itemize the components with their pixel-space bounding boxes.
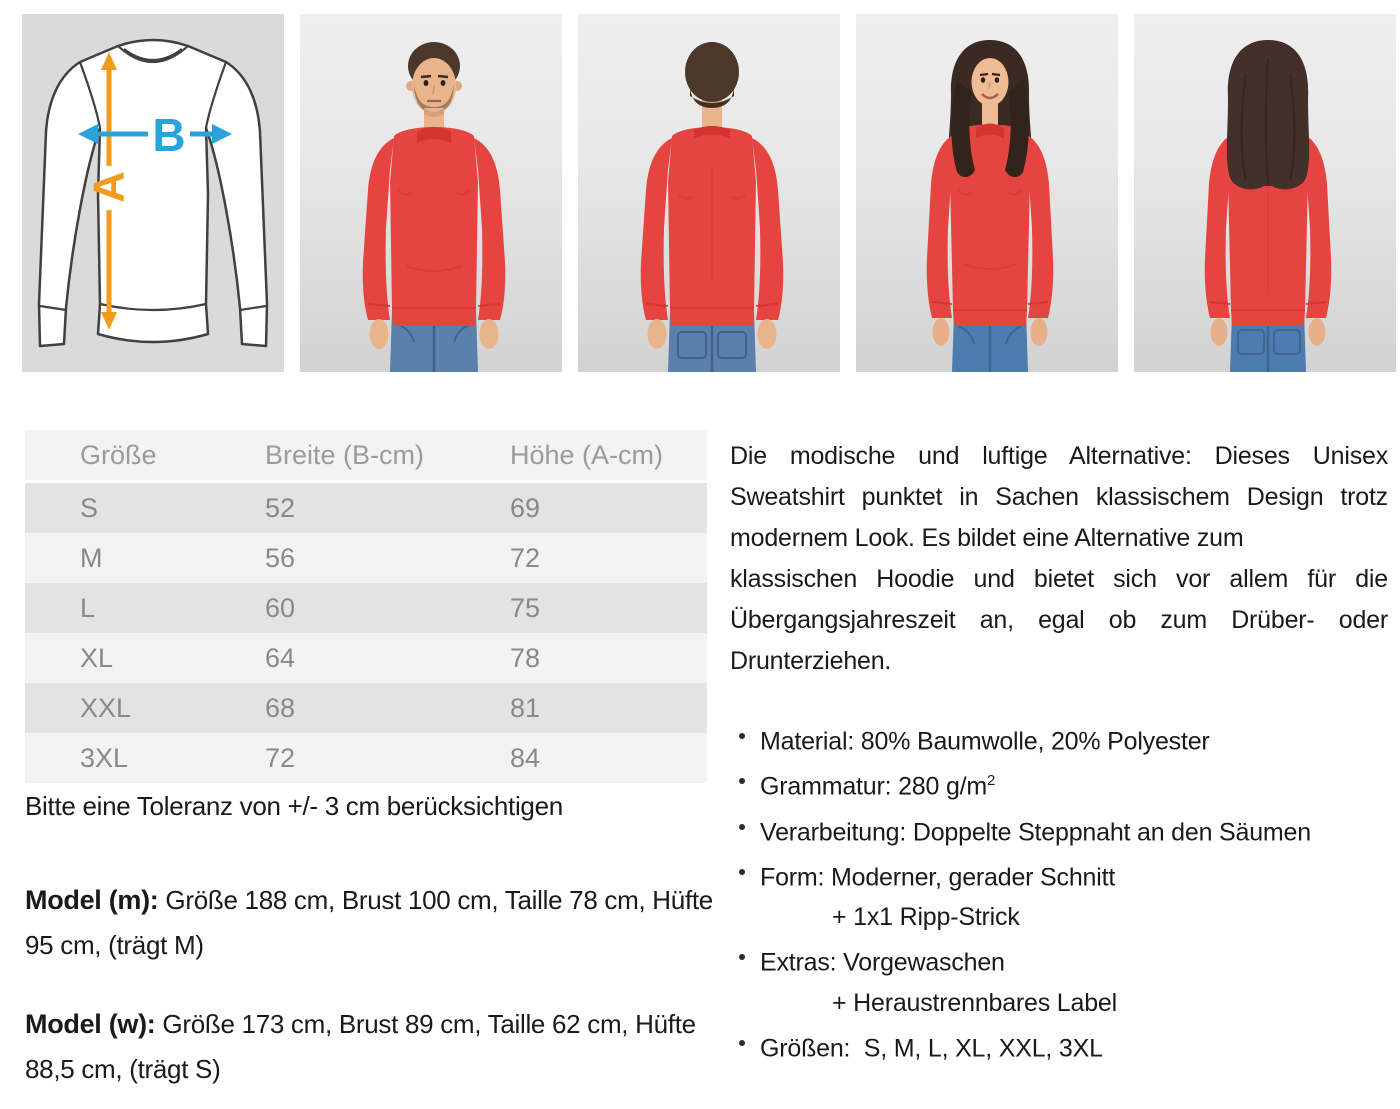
model-m-label: Model (m): <box>25 885 159 915</box>
sweatshirt-outline <box>39 40 267 346</box>
male-front-illustration <box>300 14 562 372</box>
feature-label: Verarbeitung: Doppelte Steppnaht an den Säumen <box>760 817 1311 846</box>
label-a: A <box>84 171 134 203</box>
breite-cell: 52 <box>265 482 510 534</box>
col-header-groesse: Größe <box>25 430 265 482</box>
size-cell: XXL <box>25 683 265 733</box>
model-m-text: Größe 188 cm, Brust 100 cm, Taille 78 cm, Hüfte 95 cm, (trägt M) <box>25 885 713 960</box>
model-m-info <box>25 878 725 968</box>
female-back-hair <box>1227 40 1309 189</box>
feature-item-grammatur <box>730 761 1388 806</box>
breite-cell: 56 <box>265 533 510 583</box>
feature-item-material <box>730 716 1388 761</box>
male-front-head <box>406 42 462 136</box>
hoehe-cell: 75 <box>510 583 707 633</box>
feature-item-extras <box>730 937 1388 1022</box>
breite-cell: 72 <box>265 733 510 783</box>
tolerance-note: Bitte eine Toleranz von +/- 3 cm berücksichtigen <box>25 791 563 821</box>
product-views-row <box>22 14 1396 372</box>
feature-item-groessen <box>730 1023 1388 1068</box>
breite-cell: 60 <box>265 583 510 633</box>
bullet-icon <box>739 824 745 830</box>
feature-label: Größen: S, M, L, XL, XXL, 3XL <box>760 1033 1103 1062</box>
size-table-header-row <box>25 430 707 482</box>
hoehe-cell: 72 <box>510 533 707 583</box>
bullet-icon <box>739 954 745 960</box>
hoehe-cell: 78 <box>510 633 707 683</box>
photo-male-front <box>300 14 562 372</box>
label-b: B <box>152 109 186 161</box>
size-cell: M <box>25 533 265 583</box>
model-w-text: Größe 173 cm, Brust 89 cm, Taille 62 cm, Hüfte 88,5 cm, (trägt S) <box>25 1009 696 1084</box>
size-cell: L <box>25 583 265 633</box>
table-row <box>25 583 707 633</box>
feature-label: Material: 80% Baumwolle, 20% Polyester <box>760 727 1210 756</box>
model-w-info <box>25 1002 725 1092</box>
table-row <box>25 633 707 683</box>
male-back-hair <box>685 42 739 108</box>
breite-cell: 68 <box>265 683 510 733</box>
male-back-illustration <box>578 14 840 372</box>
size-diagram-panel <box>22 14 284 372</box>
feature-continuation: + 1x1 Ripp-Strick <box>832 903 1020 932</box>
feature-label: Extras: Vorgewaschen <box>760 948 1005 977</box>
bullet-icon <box>739 1040 745 1046</box>
female-front-sweatshirt <box>927 124 1054 327</box>
description-paragraph-2: klassischen Hoodie und bietet sich vor allem für die Übergangsjahreszeit an, egal ob zum Drüber- oder Drunterziehen. <box>730 565 1388 675</box>
size-cell: S <box>25 482 265 534</box>
hoehe-cell: 81 <box>510 683 707 733</box>
feature-label: Grammatur: 280 g/m <box>760 772 988 801</box>
model-w-label: Model (w): <box>25 1009 156 1039</box>
description-paragraph-1: Die modische und luftige Alternative: Dieses Unisex Sweatshirt punktet in Sachen klassischem Design trotz modernem Look. Es bildet eine Alternative zum <box>730 442 1388 552</box>
photo-female-front <box>856 14 1118 372</box>
col-header-hoehe: Höhe (A-cm) <box>510 430 707 482</box>
col-header-breite: Breite (B-cm) <box>265 430 510 482</box>
hoehe-cell: 84 <box>510 733 707 783</box>
size-table <box>25 430 707 783</box>
feature-superscript: 2 <box>987 772 996 790</box>
photo-male-back <box>578 14 840 372</box>
female-back-illustration <box>1134 14 1396 372</box>
male-front-sweatshirt <box>363 127 506 326</box>
size-cell: XL <box>25 633 265 683</box>
description-column <box>730 436 1388 1068</box>
feature-list <box>730 716 1388 1068</box>
feature-continuation: + Heraustrennbares Label <box>832 988 1117 1017</box>
table-row <box>25 533 707 583</box>
feature-label: Form: Moderner, gerader Schnitt <box>760 863 1116 892</box>
hoehe-cell: 69 <box>510 482 707 534</box>
bullet-icon <box>739 869 745 875</box>
photo-female-back <box>1134 14 1396 372</box>
table-row <box>25 733 707 783</box>
feature-item-form <box>730 852 1388 937</box>
table-row <box>25 683 707 733</box>
bullet-icon <box>739 733 745 739</box>
male-back-sweatshirt <box>641 126 784 326</box>
sweatshirt-measurement-diagram <box>22 14 284 372</box>
size-cell: 3XL <box>25 733 265 783</box>
table-row <box>25 482 707 534</box>
female-front-illustration <box>856 14 1118 372</box>
breite-cell: 64 <box>265 633 510 683</box>
bullet-icon <box>739 778 745 784</box>
feature-item-verarbeitung <box>730 807 1388 852</box>
